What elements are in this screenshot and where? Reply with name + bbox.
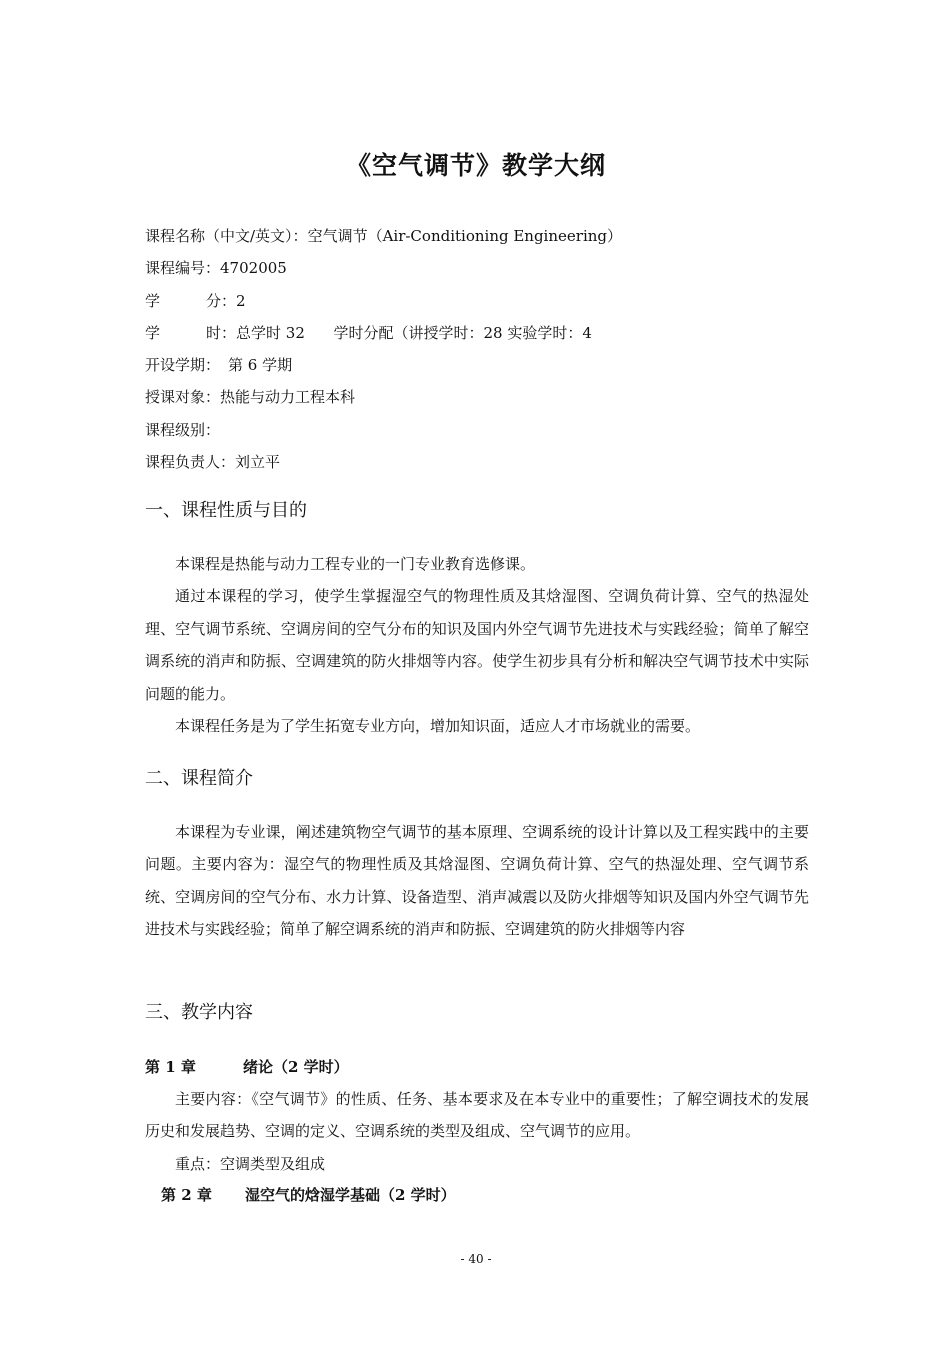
section-heading-intro: 二、课程简介 — [145, 768, 253, 789]
course-code-value: 4702005 — [220, 259, 287, 278]
semester-label: 开设学期： — [145, 356, 221, 375]
course-name-row — [145, 224, 825, 256]
hours-label-a: 学 — [145, 323, 161, 342]
audience-row — [145, 385, 825, 417]
chapter-heading-2 — [161, 1184, 456, 1205]
course-name-value: 空气调节（Air-Conditioning Engineering） — [307, 227, 622, 245]
credits-label-a: 学 — [145, 291, 161, 310]
owner-value: 刘立平 — [235, 453, 281, 472]
chapter-number: 第 2 章 — [161, 1186, 212, 1204]
page-number: - 40 - — [460, 1252, 492, 1266]
semester-row — [145, 353, 825, 385]
hours-value: 总学时 32 学时分配（讲授学时：28 实验学时：4 — [236, 323, 592, 342]
audience-value: 热能与动力工程本科 — [220, 388, 356, 407]
hours-row — [145, 321, 825, 353]
credits-value: 2 — [236, 291, 246, 310]
paragraph: 本课程任务是为了学生拓宽专业方向，增加知识面，适应人才市场就业的需要。 — [175, 717, 701, 736]
chapter-title: 绪论（2 学时） — [243, 1058, 349, 1076]
owner-row — [145, 450, 825, 482]
course-code-label: 课程编号： — [145, 259, 221, 278]
level-label: 课程级别： — [145, 420, 221, 439]
paragraph: 本课程是热能与动力工程专业的一门专业教育选修课。 — [175, 555, 536, 573]
course-info-block — [145, 224, 825, 482]
paragraph: 本课程为专业课，阐述建筑物空气调节的基本原理、空调系统的设计计算以及工程实践中的主要问题。主要内容为：湿空气的物理性质及其焓湿图、空调负荷计算、空气的热湿处理、空气调节系统、空调房间的空气分布、水力计算、设备造型、消声减震以及防火排烟等知识及国内外空气调节先进技术与实践经验；简单了解空调系统的消声和防振、空调建筑的防火排烟等内容 — [145, 823, 809, 939]
level-row — [145, 418, 825, 450]
owner-label: 课程负责人： — [145, 453, 236, 472]
chapter-title: 湿空气的焓湿学基础（2 学时） — [245, 1186, 456, 1204]
paragraph: 重点：空调类型及组成 — [175, 1154, 326, 1173]
chapter-heading-1 — [145, 1056, 349, 1077]
semester-value: 第 6 学期 — [228, 356, 293, 375]
document-title: 《空气调节》教学大纲 — [345, 151, 606, 180]
course-code-row — [145, 256, 825, 288]
credits-row — [145, 289, 825, 321]
hours-label-b: 时： — [206, 323, 237, 342]
credits-label-b: 分： — [206, 291, 237, 310]
paragraph: 通过本课程的学习，使学生掌握湿空气的物理性质及其焓湿图、空调负荷计算、空气的热湿处理、空气调节系统、空调房间的空气分布的知识及国内外空气调节先进技术与实践经验；简单了解空调系统的消声和防振、空调建筑的防火排烟等内容。使学生初步具有分析和解决空气调节技术中实际问题的能力。 — [145, 587, 809, 703]
course-name-label: 课程名称（中文/英文）： — [145, 227, 308, 245]
section-heading-content: 三、教学内容 — [145, 1002, 253, 1023]
audience-label: 授课对象： — [145, 388, 221, 407]
section-body-intro — [145, 816, 809, 946]
paragraph: 主要内容：《空气调节》的性质、任务、基本要求及在本专业中的重要性；了解空调技术的发展历史和发展趋势、空调的定义、空调系统的类型及组成、空气调节的应用。 — [145, 1090, 809, 1141]
chapter-1-body — [145, 1083, 809, 1180]
chapter-number: 第 1 章 — [145, 1058, 196, 1076]
section-body-nature — [145, 548, 809, 742]
section-heading-nature: 一、课程性质与目的 — [145, 500, 307, 521]
